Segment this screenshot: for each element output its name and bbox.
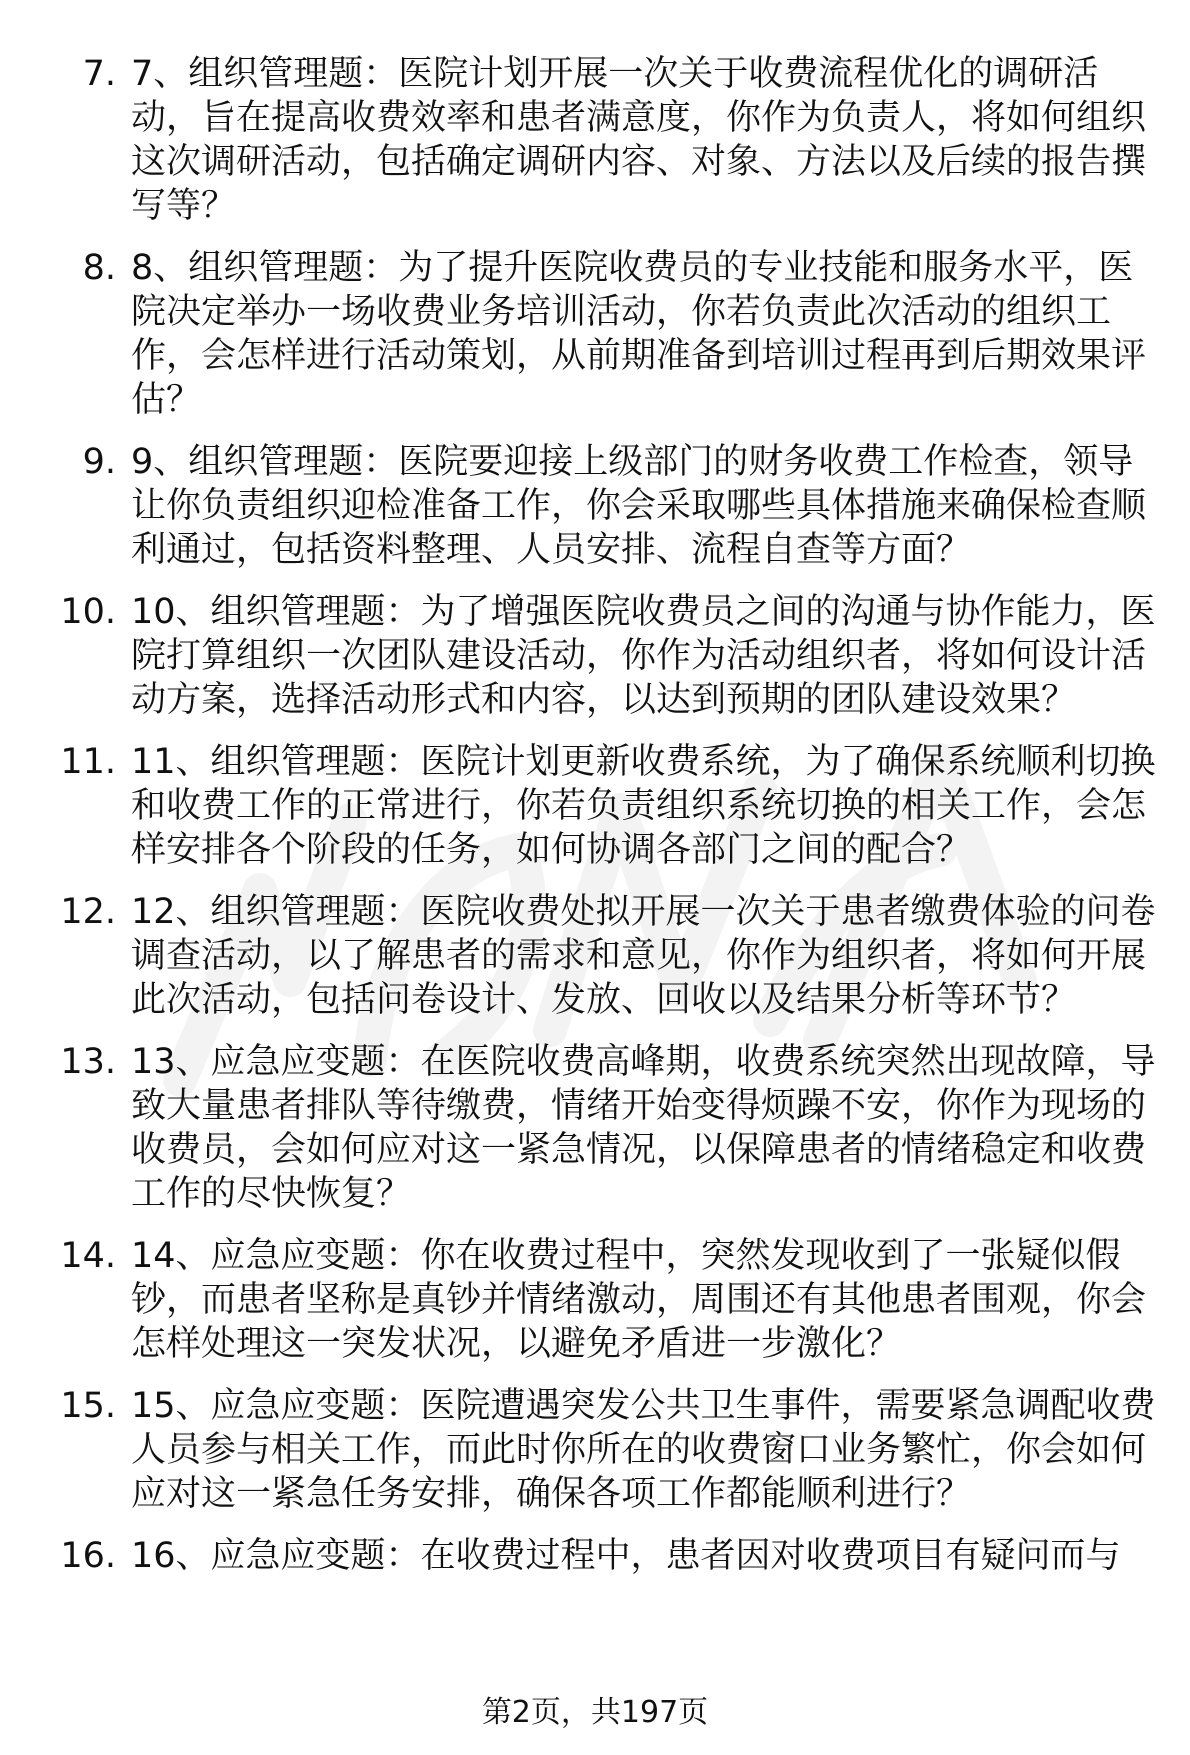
question-number: 7. — [82, 54, 116, 94]
question-number: 10. — [60, 592, 116, 632]
question-text: 7、组织管理题：医院计划开展一次关于收费流程优化的调研活动，旨在提高收费效率和患者满意度，你作为负责人，将如何组织这次调研活动，包括确定调研内容、对象、方法以及后续的报告撰写等？ — [131, 54, 1147, 226]
question-number: 14. — [60, 1236, 116, 1276]
question-number: 13. — [60, 1042, 116, 1082]
question-item — [0, 590, 1190, 722]
question-item — [0, 440, 1190, 572]
question-number: 9. — [82, 442, 116, 482]
question-text: 11、组织管理题：医院计划更新收费系统，为了确保系统顺利切换和收费工作的正常进行，你若负责组织系统切换的相关工作，会怎样安排各个阶段的任务，如何协调各部门之间的配合？ — [131, 742, 1156, 870]
question-number: 11. — [60, 742, 116, 782]
question-text: 9、组织管理题：医院要迎接上级部门的财务收费工作检查，领导让你负责组织迎检准备工作，你会采取哪些具体措施来确保检查顺利通过，包括资料整理、人员安排、流程自查等方面？ — [131, 442, 1147, 570]
question-number: 8. — [82, 248, 116, 288]
question-text: 15、应急应变题：医院遭遇突发公共卫生事件，需要紧急调配收费人员参与相关工作，而此时你所在的收费窗口业务繁忙，你会如何应对这一紧急任务安排，确保各项工作都能顺利进行？ — [131, 1386, 1156, 1514]
question-item — [0, 740, 1190, 872]
question-number: 12. — [60, 892, 116, 932]
question-item — [0, 1534, 1190, 1578]
question-text: 16、应急应变题：在收费过程中，患者因对收费项目有疑问而与 — [131, 1536, 1121, 1576]
question-item — [0, 52, 1190, 228]
question-item — [0, 1234, 1190, 1366]
question-text: 12、组织管理题：医院收费处拟开展一次关于患者缴费体验的问卷调查活动，以了解患者的需求和意见，你作为组织者，将如何开展此次活动，包括问卷设计、发放、回收以及结果分析等环节？ — [131, 892, 1156, 1020]
page-footer: 第2页，共197页 — [481, 1695, 709, 1730]
question-text: 8、组织管理题：为了提升医院收费员的专业技能和服务水平，医院决定举办一场收费业务培训活动，你若负责此次活动的组织工作，会怎样进行活动策划，从前期准备到培训过程再到后期效果评估？ — [131, 248, 1147, 420]
question-number: 16. — [60, 1536, 116, 1576]
question-item — [0, 246, 1190, 422]
question-text: 13、应急应变题：在医院收费高峰期，收费系统突然出现故障，导致大量患者排队等待缴费，情绪开始变得烦躁不安，你作为现场的收费员，会如何应对这一紧急情况，以保障患者的情绪稳定和收费工作的尽快恢复？ — [131, 1042, 1156, 1214]
question-text: 10、组织管理题：为了增强医院收费员之间的沟通与协作能力，医院打算组织一次团队建设活动，你作为活动组织者，将如何设计活动方案，选择活动形式和内容，以达到预期的团队建设效果？ — [131, 592, 1156, 720]
question-item — [0, 1384, 1190, 1516]
question-list — [0, 52, 1190, 1596]
question-item — [0, 1040, 1190, 1216]
question-item — [0, 890, 1190, 1022]
question-text: 14、应急应变题：你在收费过程中，突然发现收到了一张疑似假钞，而患者坚称是真钞并情绪激动，周围还有其他患者围观，你会怎样处理这一突发状况，以避免矛盾进一步激化？ — [131, 1236, 1147, 1364]
question-number: 15. — [60, 1386, 116, 1426]
